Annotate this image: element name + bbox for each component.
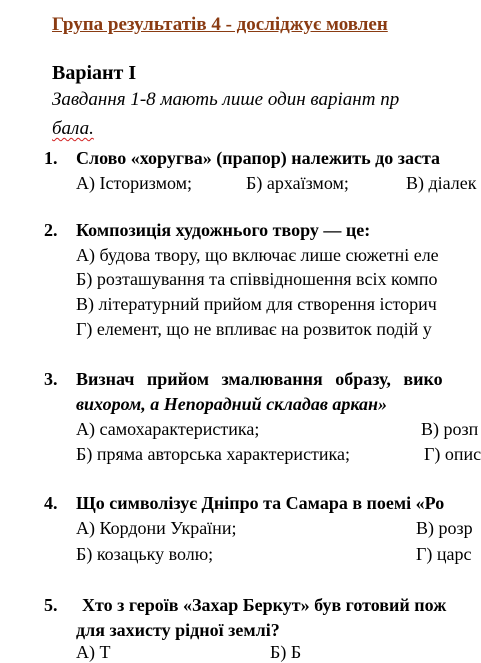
- question-2-option-a: А) будова твору, що включає лише сюжетні еле: [76, 245, 439, 265]
- question-3-option-a: А) самохарактеристика;: [76, 419, 260, 439]
- question-1-option-b: Б) архаїзмом;: [246, 173, 349, 193]
- question-5-text-cont: для захисту рідної землі?: [76, 620, 280, 640]
- question-1-option-a: А) Історизмом;: [76, 173, 193, 193]
- question-2-option-b: Б) розташування та співвідношення всіх компо: [76, 269, 438, 289]
- question-2-option-d: Г) елемент, що не впливає на розвиток подій у: [76, 319, 432, 339]
- question-3-text-cont: вихором, а Непорадний складав аркан»: [76, 394, 388, 414]
- question-3-option-d: Г) опис: [424, 444, 481, 464]
- question-3-number: 3.: [44, 369, 58, 389]
- question-4-option-d: Г) царс: [416, 544, 472, 564]
- question-5-text: Хто з героїв «Захар Беркут» був готовий пож: [82, 595, 447, 615]
- question-3-option-c: В) розп: [421, 419, 479, 439]
- question-3-text: Визнач прийом змалювання образу, вико: [76, 369, 443, 389]
- question-4-option-b: Б) козацьку волю;: [76, 544, 214, 564]
- question-5-option-b: Б) Б: [270, 642, 302, 662]
- question-1-number: 1.: [44, 148, 58, 168]
- question-1-text: Слово «хоругва» (прапор) належить до заста: [76, 148, 441, 168]
- question-4-option-a: А) Кордони України;: [76, 518, 237, 538]
- question-4-text: Що символізує Дніпро та Самара в поемі «Ро: [76, 493, 445, 513]
- question-1-option-c: В) діалек: [406, 173, 477, 193]
- question-4-number: 4.: [44, 493, 58, 513]
- question-2-option-c: В) літературний прийом для створення історич: [76, 294, 437, 314]
- question-5-option-a: А) Т: [76, 642, 111, 662]
- instructions-line-2-wrap: [52, 118, 94, 140]
- section-header: Група результатів 4 - досліджує мовлен: [52, 14, 388, 35]
- instructions-line-1: Завдання 1-8 мають лише один варіант пр: [52, 89, 400, 110]
- question-2-number: 2.: [44, 220, 58, 240]
- question-5-number: 5.: [44, 595, 58, 615]
- question-2-text: Композиція художнього твору — це:: [76, 220, 371, 240]
- question-3-option-b: Б) пряма авторська характеристика;: [76, 444, 351, 464]
- instructions-line-2: бала.: [52, 118, 94, 139]
- question-4-option-c: В) розр: [416, 518, 473, 538]
- variant-title: Варіант І: [52, 62, 137, 84]
